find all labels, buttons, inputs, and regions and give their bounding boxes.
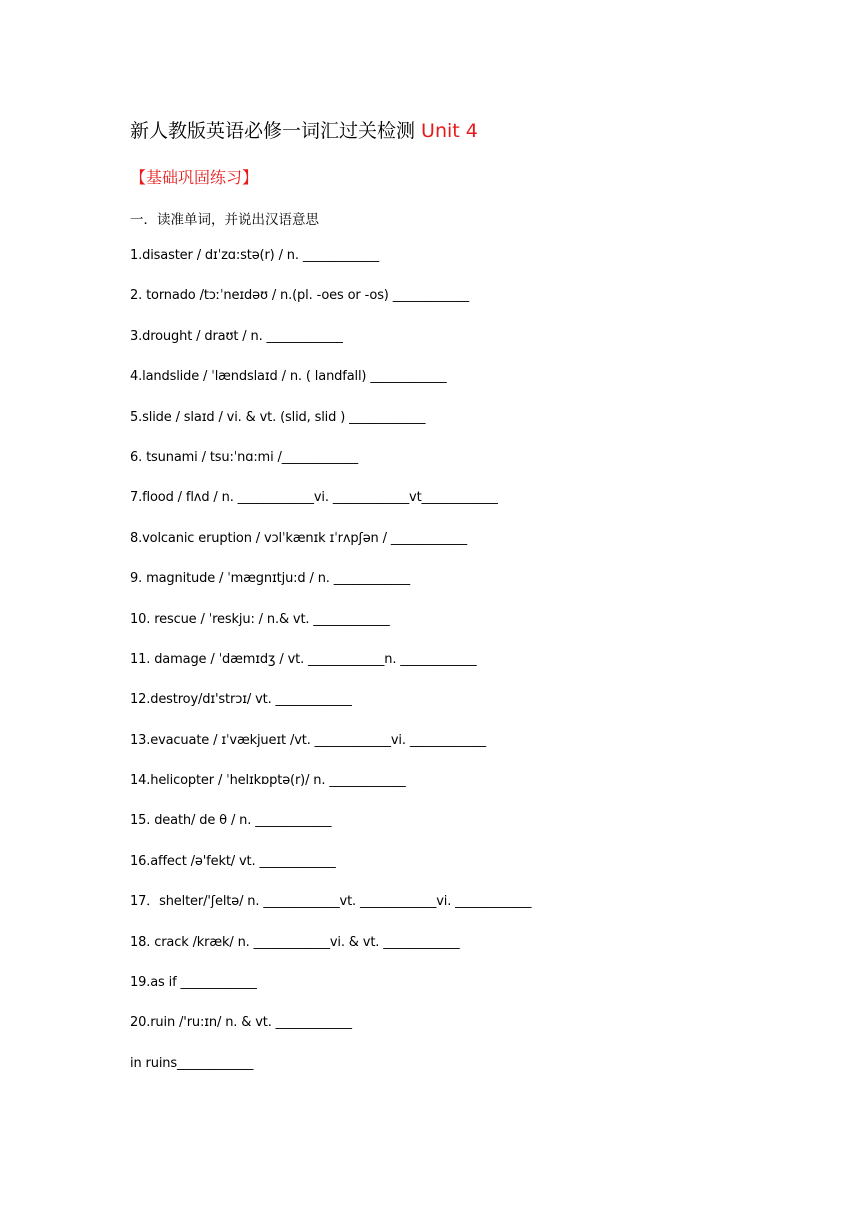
vocab-item: 19.as if ____________ (130, 975, 257, 991)
vocab-item: 20.ruin /'ru:ɪn/ n. & vt. ____________ (130, 1015, 352, 1031)
section-heading: 【基础巩固练习】 (130, 168, 259, 187)
vocab-item: 6. tsunami / tsu:ˈnɑ:mi /____________ (130, 449, 358, 465)
vocab-item: 4.landslide / ˈlændslaɪd / n. ( landfall) ____________ (130, 369, 447, 385)
exercise-instruction: 一．读准单词，并说出汉语意思 (130, 212, 319, 228)
vocab-item: 3.drought / draʊt / n. ____________ (130, 328, 343, 344)
document-title (130, 116, 478, 143)
vocab-item: 11. damage / ˈdæmɪdʒ / vt. ____________n. ____________ (130, 651, 477, 667)
title-unit: Unit 4 (421, 120, 478, 142)
vocab-item: 14.helicopter / ˈhelɪkɒptə(r)/ n. ____________ (130, 773, 406, 789)
vocab-item: 17．shelter/'ʃeltə/ n. ____________vt. ____________vi. ____________ (130, 894, 532, 910)
vocab-item: 2. tornado /tɔːˈneɪdəʊ / n.(pl. -oes or -os) ____________ (130, 288, 469, 304)
vocab-item: in ruins____________ (130, 1055, 254, 1071)
vocab-item: 1.disaster / dɪˈzɑ:stə(r) / n. ____________ (130, 248, 380, 263)
vocab-item: 9. magnitude / ˈmægnɪtju:d / n. ____________ (130, 571, 410, 587)
vocab-item: 16.affect /ə'fekt/ vt. ____________ (130, 853, 336, 869)
vocab-item: 7.flood / flʌd / n. ____________vi. ____________vt____________ (130, 490, 498, 506)
vocabulary-list (130, 246, 531, 1094)
title-text: 新人教版英语必修一词汇过关检测 (130, 120, 422, 142)
vocab-item: 18. crack /kræk/ n. ____________vi. & vt. ____________ (130, 934, 460, 950)
vocab-item: 10. rescue / ˈreskju: / n.& vt. ____________ (130, 611, 390, 627)
vocab-item: 8.volcanic eruption / vɔlˈkænɪk ɪˈrʌpʃən / ____________ (130, 530, 468, 546)
vocab-item: 13.evacuate / ɪˈvækjueɪt /vt. ____________vi. ____________ (130, 732, 487, 748)
vocab-item: 12.destroy/dɪ'strɔɪ/ vt. ____________ (130, 692, 352, 708)
vocab-item: 5.slide / slaɪd / vi. & vt. (slid, slid ) ____________ (130, 409, 426, 425)
vocab-item: 15. death/ de θ / n. ____________ (130, 813, 332, 829)
